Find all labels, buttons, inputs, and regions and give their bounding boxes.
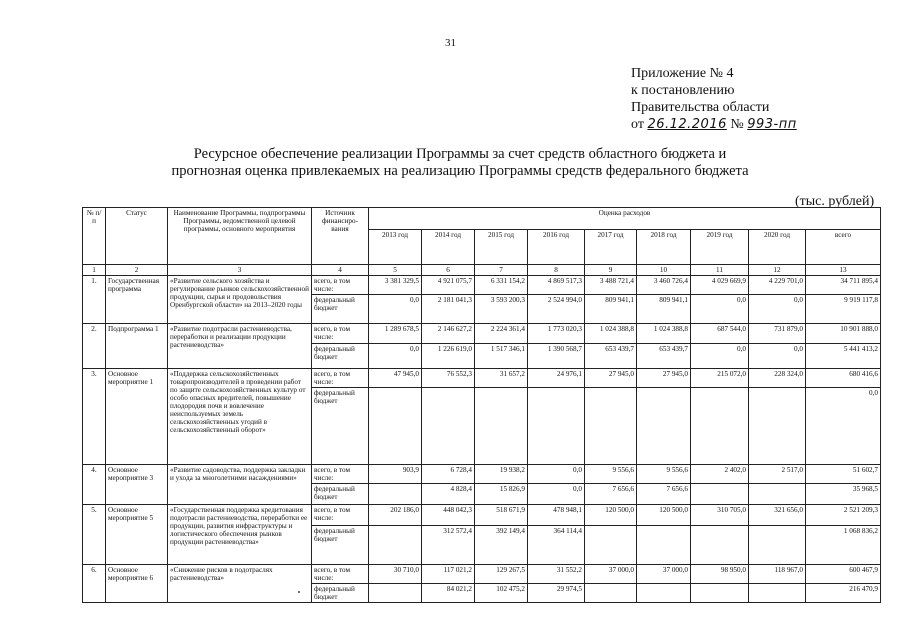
row-value: 809 941,1 [637, 295, 691, 324]
row-total: 0,0 [806, 388, 881, 465]
row-value [585, 584, 637, 603]
column-index-row [83, 265, 881, 276]
header-year: 2015 год [475, 230, 528, 265]
row-value: 653 439,7 [637, 344, 691, 369]
row-name: «Государственная поддержка кредитования подотрасли растениеводства, переработки ее продукции, развития инфраструктуры и логистического обеспечения рынков продукции растениеводства» [168, 505, 312, 565]
header-num: № п/п [83, 208, 106, 265]
row-value: 0,0 [528, 465, 585, 484]
row-value: 84 021,2 [422, 584, 475, 603]
row-status: Основное мероприятие 3 [106, 465, 168, 505]
row-value: 15 826,9 [475, 484, 528, 505]
header-year: 2013 год [369, 230, 422, 265]
row-value: 1 024 388,8 [585, 324, 637, 344]
row-value [691, 584, 749, 603]
row-value [637, 526, 691, 565]
row-value: 310 705,0 [691, 505, 749, 526]
row-value: 3 460 726,4 [637, 276, 691, 295]
row-value: 27 945,0 [637, 369, 691, 388]
row-value: 518 671,9 [475, 505, 528, 526]
row-value: 24 976,1 [528, 369, 585, 388]
handwritten-date: 26.12.2016 [647, 117, 727, 132]
row-value: 228 324,0 [749, 369, 806, 388]
row-value [749, 388, 806, 465]
row-source: федеральный бюджет [312, 344, 369, 369]
row-status: Государственная программа [106, 276, 168, 324]
row-value: 0,0 [749, 344, 806, 369]
appendix-date-line [631, 116, 797, 133]
row-value [585, 526, 637, 565]
row-value: 1 390 568,7 [528, 344, 585, 369]
row-value: 37 000,0 [637, 565, 691, 584]
row-value [749, 484, 806, 505]
row-total: 10 901 888,0 [806, 324, 881, 344]
row-source: всего, в том числе: [312, 505, 369, 526]
column-index: 10 [637, 265, 691, 276]
row-value: 215 072,0 [691, 369, 749, 388]
column-index: 5 [369, 265, 422, 276]
row-value: 118 967,0 [749, 565, 806, 584]
row-value: 2 402,0 [691, 465, 749, 484]
header-total: всего [806, 230, 881, 265]
row-value: 4 828,4 [422, 484, 475, 505]
document-title [100, 146, 820, 180]
row-value: 0,0 [691, 344, 749, 369]
row-total: 34 711 895,4 [806, 276, 881, 295]
row-value: 29 974,5 [528, 584, 585, 603]
row-value: 2 146 627,2 [422, 324, 475, 344]
row-value: 30 710,0 [369, 565, 422, 584]
row-value [691, 388, 749, 465]
row-value: 37 000,0 [585, 565, 637, 584]
row-value [369, 584, 422, 603]
column-index: 2 [106, 265, 168, 276]
row-name: «Развитие сельского хозяйства и регулирование рынков сельскохозяйственной продукции, сырья и продовольствия Оренбургской области» на 2013–2020 годы [168, 276, 312, 324]
number-prefix: № [730, 117, 744, 132]
header-estimate: Оценка расходов [369, 208, 881, 230]
row-total: 51 602,7 [806, 465, 881, 484]
header-year: 2018 год [637, 230, 691, 265]
row-value [637, 388, 691, 465]
row-value [749, 526, 806, 565]
row-value: 202 186,0 [369, 505, 422, 526]
row-value: 117 021,2 [422, 565, 475, 584]
row-status: Подпрограмма 1 [106, 324, 168, 369]
row-value: 448 042,3 [422, 505, 475, 526]
row-value: 9 556,6 [637, 465, 691, 484]
row-value [691, 484, 749, 505]
row-value: 392 149,4 [475, 526, 528, 565]
row-value: 1 226 619,0 [422, 344, 475, 369]
row-value: 129 267,5 [475, 565, 528, 584]
row-source: всего, в том числе: [312, 369, 369, 388]
column-index: 8 [528, 265, 585, 276]
header-year: 2014 год [422, 230, 475, 265]
row-value: 120 500,0 [585, 505, 637, 526]
row-value: 1 517 346,1 [475, 344, 528, 369]
appendix-block [631, 65, 797, 133]
row-value: 4 029 669,9 [691, 276, 749, 295]
row-total: 9 919 117,8 [806, 295, 881, 324]
row-value: 76 552,3 [422, 369, 475, 388]
handwritten-number: 993-пп [747, 117, 797, 132]
row-value: 0,0 [369, 295, 422, 324]
row-source: всего, в том числе: [312, 465, 369, 484]
table-row [83, 276, 881, 295]
row-value: 1 773 020,3 [528, 324, 585, 344]
row-num: 6. [83, 565, 106, 603]
resource-table [82, 207, 881, 603]
row-total: 5 441 413,2 [806, 344, 881, 369]
header-year: 2016 год [528, 230, 585, 265]
row-value [585, 388, 637, 465]
row-total: 600 467,9 [806, 565, 881, 584]
row-name: «Поддержка сельскохозяйственных товаропроизводителей в проведении работ по защите сельскохозяйственных культур от особо опасных вредителей, повышение плодородия почв и вовлечение неиспользуемых земель сельскохозяйственных угодий в сельскохозяйственный оборот» [168, 369, 312, 465]
row-value: 6 728,4 [422, 465, 475, 484]
row-source: федеральный бюджет [312, 388, 369, 465]
header-year: 2017 год [585, 230, 637, 265]
row-value: 731 879,0 [749, 324, 806, 344]
row-source: федеральный бюджет [312, 584, 369, 603]
header-name: Наименование Программы, подпрограммы Программы, ведомственной целевой программы, основного мероприятия [168, 208, 312, 265]
title-line-1: Ресурсное обеспечение реализации Программы за счет средств областного бюджета и [193, 146, 727, 162]
units-label: (тыс. рублей) [795, 194, 875, 209]
row-status: Основное мероприятие 1 [106, 369, 168, 465]
table-row [83, 465, 881, 484]
row-num: 5. [83, 505, 106, 565]
header-year: 2020 год [749, 230, 806, 265]
row-total: 680 416,6 [806, 369, 881, 388]
page-number: 31 [445, 37, 456, 49]
header-year: 2019 год [691, 230, 749, 265]
row-value [749, 584, 806, 603]
row-value: 903,9 [369, 465, 422, 484]
row-value: 7 656,6 [637, 484, 691, 505]
row-value: 3 488 721,4 [585, 276, 637, 295]
column-index: 4 [312, 265, 369, 276]
row-value: 27 945,0 [585, 369, 637, 388]
row-value [528, 388, 585, 465]
column-index: 12 [749, 265, 806, 276]
row-total: 216 470,9 [806, 584, 881, 603]
row-value: 687 544,0 [691, 324, 749, 344]
column-index: 6 [422, 265, 475, 276]
row-value [637, 584, 691, 603]
row-value: 6 331 154,2 [475, 276, 528, 295]
row-value: 4 229 701,0 [749, 276, 806, 295]
row-status: Основное мероприятие 6 [106, 565, 168, 603]
column-index: 11 [691, 265, 749, 276]
table-body [83, 208, 881, 603]
appendix-line-3: Правительства области [631, 100, 770, 115]
row-value [422, 388, 475, 465]
table-row [83, 565, 881, 584]
column-index: 9 [585, 265, 637, 276]
row-source: всего, в том числе: [312, 276, 369, 295]
row-value: 478 948,1 [528, 505, 585, 526]
row-value: 120 500,0 [637, 505, 691, 526]
row-value: 4 921 075,7 [422, 276, 475, 295]
row-value: 4 869 517,3 [528, 276, 585, 295]
row-value: 19 938,2 [475, 465, 528, 484]
row-value: 2 517,0 [749, 465, 806, 484]
row-name: «Развитие садоводства, поддержка закладки и ухода за многолетними насаждениями» [168, 465, 312, 505]
table-row [83, 324, 881, 344]
row-num: 4. [83, 465, 106, 505]
row-total: 2 521 209,3 [806, 505, 881, 526]
row-value: 2 181 041,3 [422, 295, 475, 324]
header-row [83, 208, 881, 230]
row-value: 3 593 200,3 [475, 295, 528, 324]
row-num: 2. [83, 324, 106, 369]
row-value [369, 484, 422, 505]
date-prefix: от [631, 117, 644, 132]
row-value: 102 475,2 [475, 584, 528, 603]
row-value: 321 656,0 [749, 505, 806, 526]
row-value: 7 656,6 [585, 484, 637, 505]
column-index: 1 [83, 265, 106, 276]
row-value: 0,0 [528, 484, 585, 505]
row-source: федеральный бюджет [312, 295, 369, 324]
header-source: Источник финансиро-вания [312, 208, 369, 265]
row-source: всего, в том числе: [312, 565, 369, 584]
appendix-line-1: Приложение № 4 [631, 66, 734, 81]
appendix-line-2: к постановлению [631, 83, 735, 98]
row-value: 1 289 678,5 [369, 324, 422, 344]
row-value: 31 657,2 [475, 369, 528, 388]
row-value: 0,0 [749, 295, 806, 324]
row-name: «Снижение рисков в подотраслях растениеводства» [168, 565, 312, 603]
row-value: 0,0 [369, 344, 422, 369]
row-value [369, 388, 422, 465]
row-value: 364 114,4 [528, 526, 585, 565]
row-total: 1 068 836,2 [806, 526, 881, 565]
row-num: 1. [83, 276, 106, 324]
column-index: 3 [168, 265, 312, 276]
row-value: 809 941,1 [585, 295, 637, 324]
row-source: федеральный бюджет [312, 484, 369, 505]
row-source: всего, в том числе: [312, 324, 369, 344]
title-line-2: прогнозная оценка привлекаемых на реализацию Программы средств федерального бюджета [171, 163, 749, 179]
row-value [475, 388, 528, 465]
row-num: 3. [83, 369, 106, 465]
scan-speck [298, 591, 300, 593]
row-source: федеральный бюджет [312, 526, 369, 565]
row-value: 47 945,0 [369, 369, 422, 388]
row-value: 31 552,2 [528, 565, 585, 584]
header-status: Статус [106, 208, 168, 265]
row-value: 2 224 361,4 [475, 324, 528, 344]
row-name: «Развитие подотрасли растениеводства, переработки и реализации продукции растениеводства» [168, 324, 312, 369]
row-total: 35 968,5 [806, 484, 881, 505]
row-value: 1 024 388,8 [637, 324, 691, 344]
row-value: 3 381 329,5 [369, 276, 422, 295]
row-value: 653 439,7 [585, 344, 637, 369]
column-index: 13 [806, 265, 881, 276]
row-value [369, 526, 422, 565]
row-value: 2 524 994,0 [528, 295, 585, 324]
row-value: 312 572,4 [422, 526, 475, 565]
column-index: 7 [475, 265, 528, 276]
row-status: Основное мероприятие 5 [106, 505, 168, 565]
row-value: 9 556,6 [585, 465, 637, 484]
table-row [83, 369, 881, 388]
table-row [83, 505, 881, 526]
row-value: 0,0 [691, 295, 749, 324]
row-value [691, 526, 749, 565]
row-value: 98 950,0 [691, 565, 749, 584]
